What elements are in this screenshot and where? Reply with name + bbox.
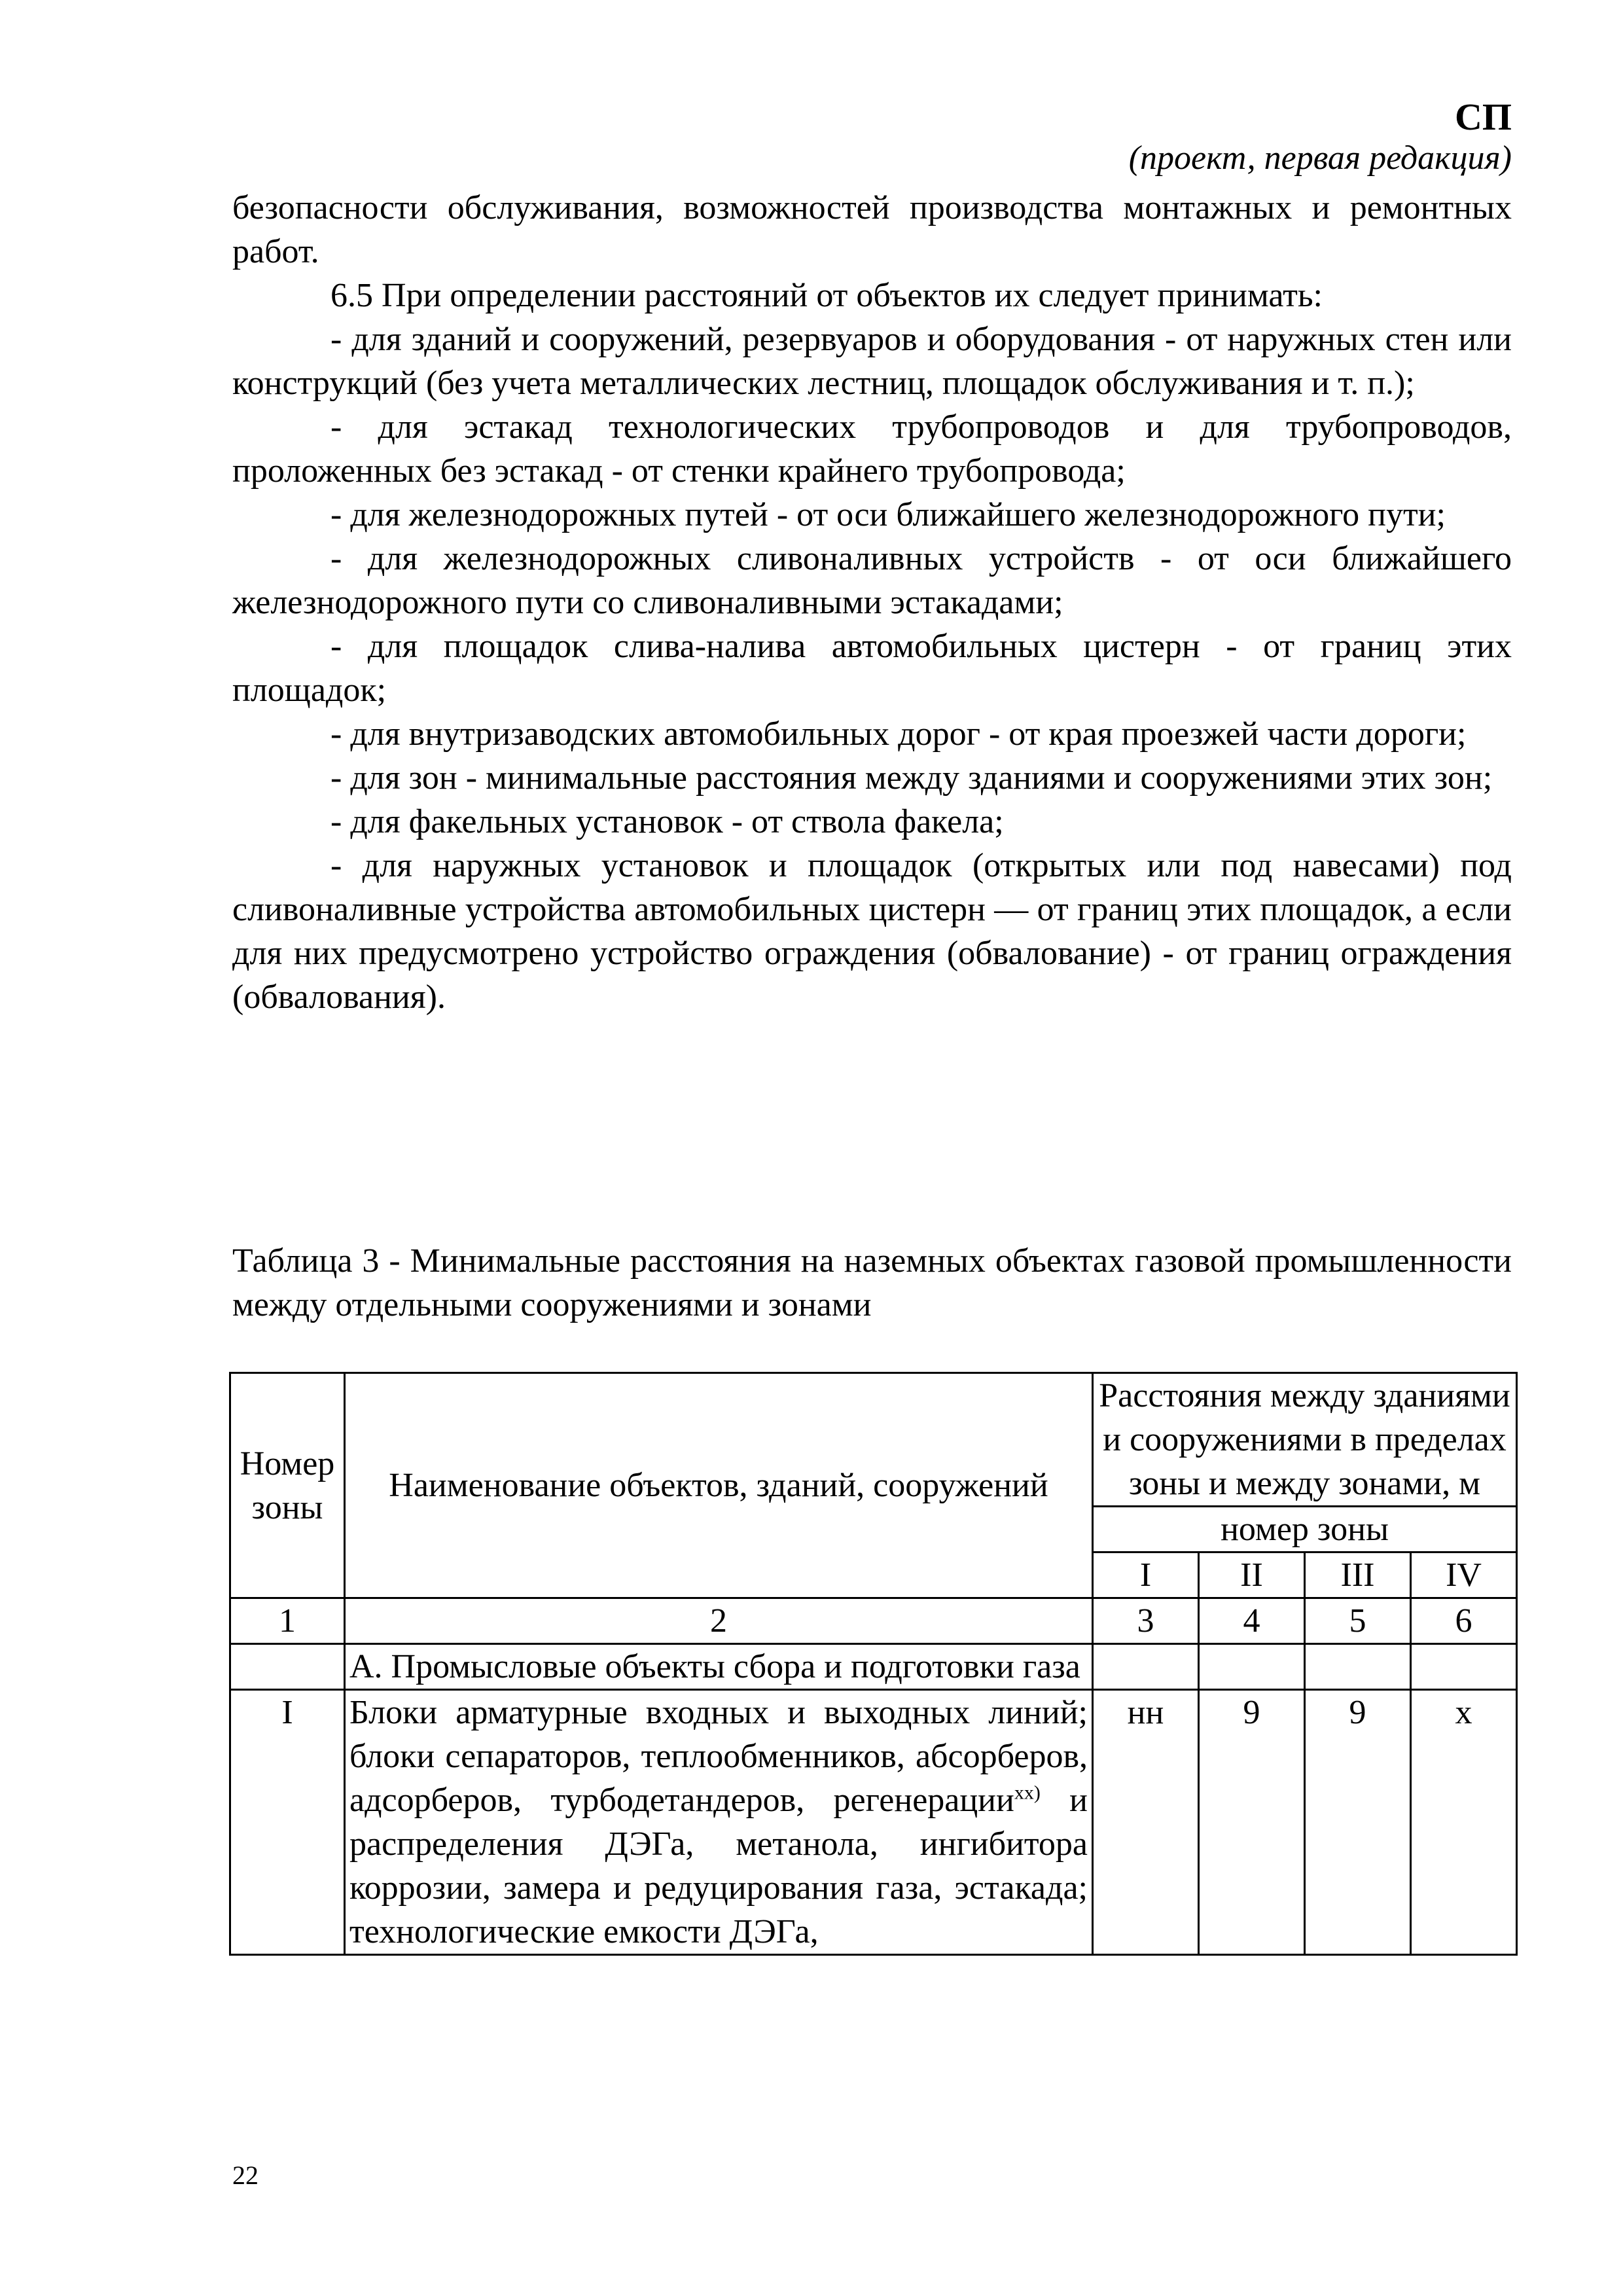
list-item: - для эстакад технологических трубопроводов и для трубопроводов, проложенных без эстакад - от стенки крайнего трубопровода; (232, 408, 1512, 490)
list-item: - для зданий и сооружений, резервуаров и оборудования - от наружных стен или конструкций (без учета металлических лестниц, площадок обслуживания и т. п.); (232, 321, 1512, 402)
list-item: - для зон - минимальные расстояния между зданиями и сооружениями этих зон; (330, 759, 1493, 797)
column-number: 5 (1305, 1598, 1411, 1644)
body-text (232, 186, 1512, 1019)
distance-table (229, 1372, 1518, 1956)
row-value-zone-ii: 9 (1199, 1690, 1305, 1955)
paragraph-6-5: 6.5 При определении расстояний от объектов их следует принимать: (330, 277, 1323, 314)
list-item: - для площадок слива-налива автомобильных цистерн - от границ этих площадок; (232, 628, 1512, 709)
row-value-zone-iii: 9 (1305, 1690, 1411, 1955)
row-value-zone-i: нн (1093, 1690, 1199, 1955)
row-description: Блоки арматурные входных и выходных линий; блоки сепараторов, теплообменников, абсорберов, адсорберов, турбодетандеров, регенерации$^{хх)}$ и распределения ДЭГа, метанола, ингибитора коррозии, замера и редуцирования газа, эстакада; технологические емкости ДЭГа, (345, 1690, 1093, 1955)
header-object-name: Наименование объектов, зданий, сооружений (345, 1373, 1093, 1598)
column-number: 6 (1411, 1598, 1517, 1644)
header-zone-ii: II (1199, 1552, 1305, 1598)
list-item: - для железнодорожных путей - от оси ближайшего железнодорожного пути; (330, 496, 1446, 533)
row-value-zone-iv: х (1411, 1690, 1517, 1955)
document-code: СП (1455, 96, 1512, 138)
list-item: - для внутризаводских автомобильных дорог - от края проезжей части дороги; (330, 715, 1467, 753)
footnote-mark: хх) (1014, 1782, 1041, 1804)
table-section-row (230, 1644, 1517, 1690)
table-row (230, 1690, 1517, 1955)
header-zone-iii: III (1305, 1552, 1411, 1598)
list-item: - для наружных установок и площадок (открытых или под навесами) под сливоналивные устройства автомобильных цистерн — от границ этих площадок, а если для них предусмотрено устройство ограждения (обвалование) - от границ ограждения (обвалования). (232, 847, 1512, 1016)
list-item: - для факельных установок - от ствола факела; (330, 803, 1004, 840)
document-edition: (проект, первая редакция) (1128, 139, 1512, 177)
header-distances: Расстояния между зданиями и сооружениями в пределах зоны и между зонами, м (1093, 1373, 1517, 1507)
column-numbers-row (230, 1598, 1517, 1644)
row-zone: I (230, 1690, 345, 1955)
table-header-row (230, 1373, 1517, 1507)
section-a-title: А. Промысловые объекты сбора и подготовки газа (345, 1644, 1093, 1690)
column-number: 2 (345, 1598, 1093, 1644)
list-item: - для железнодорожных сливоналивных устройств - от оси ближайшего железнодорожного пути со сливоналивными эстакадами; (232, 540, 1512, 621)
page-number: 22 (232, 2161, 259, 2190)
paragraph-continuation: безопасности обслуживания, возможностей производства монтажных и ремонтных работ. (232, 189, 1512, 270)
header-zone-iv: IV (1411, 1552, 1517, 1598)
table-caption: Таблица 3 - Минимальные расстояния на наземных объектах газовой промышленности между отдельными сооружениями и зонами (232, 1242, 1512, 1323)
header-zone-i: I (1093, 1552, 1199, 1598)
header-zone-number-sub: номер зоны (1093, 1507, 1517, 1552)
column-number: 4 (1199, 1598, 1305, 1644)
header-zone-number: Номер зоны (230, 1373, 345, 1598)
column-number: 1 (230, 1598, 345, 1644)
column-number: 3 (1093, 1598, 1199, 1644)
